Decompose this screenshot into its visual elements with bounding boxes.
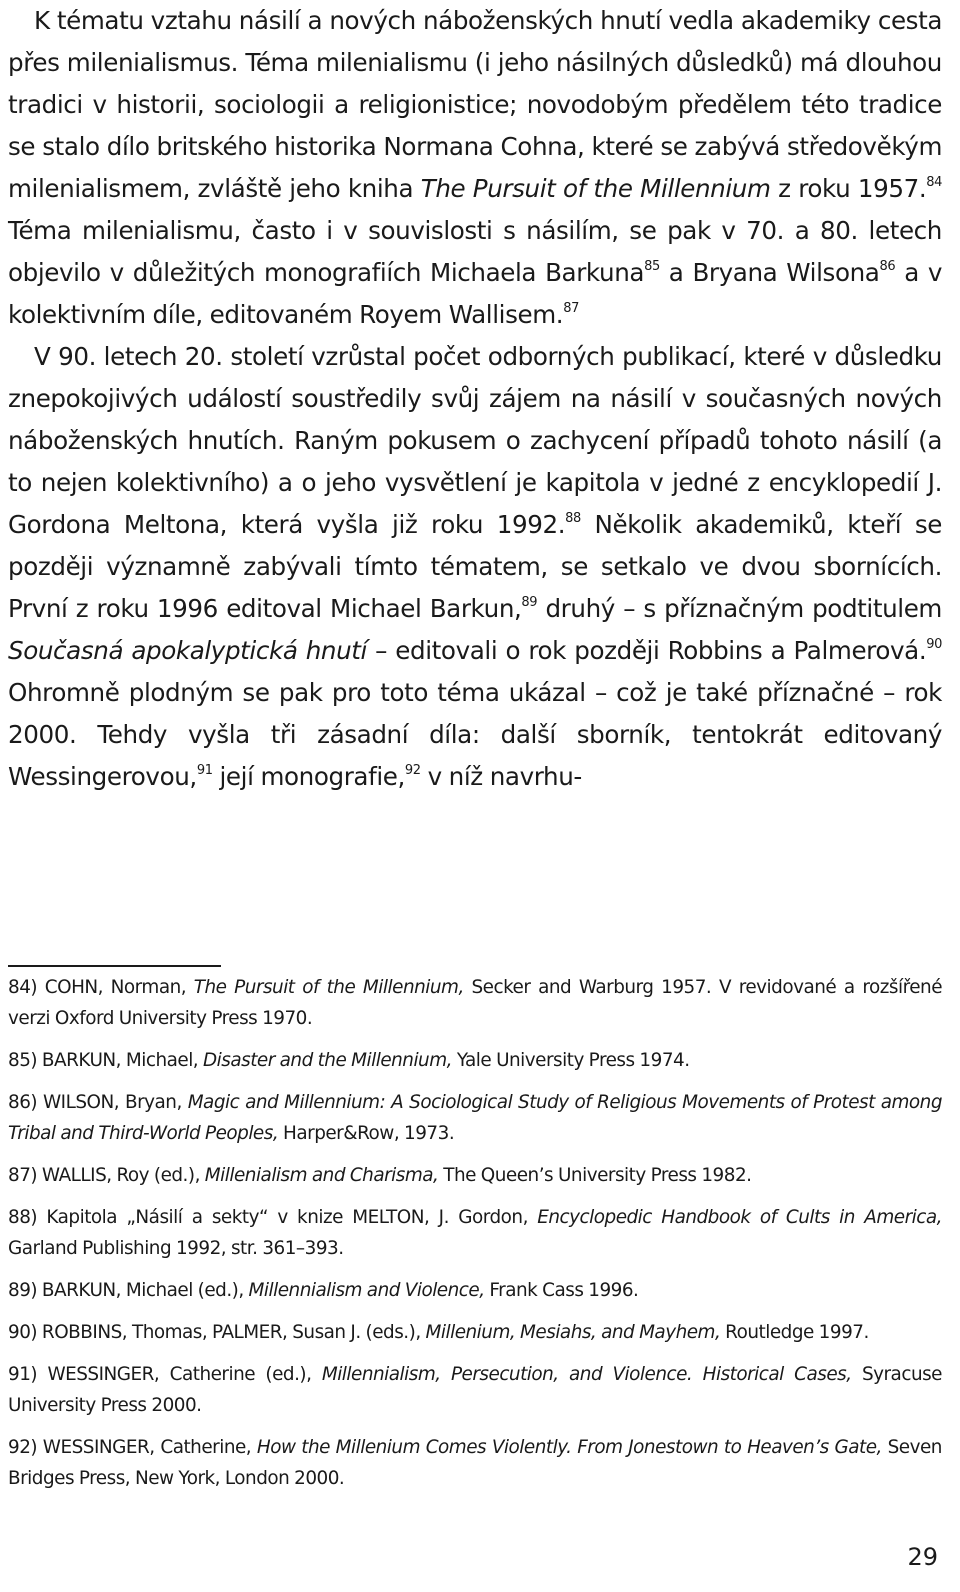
footnote-87 xyxy=(8,1160,942,1191)
footnote-ref-92[interactable]: 92 xyxy=(404,762,421,778)
footnote-ref-84[interactable]: 84 xyxy=(926,174,942,190)
footnote-ref-90[interactable]: 90 xyxy=(926,636,942,652)
footnote-91 xyxy=(8,1359,942,1421)
text-run: K tématu vztahu násilí a nových náboženských hnutí vedla akademiky cesta přes milenialismus. Téma milenialismu (i jeho násilných důsledků) má dlouhou tradici v historii, sociologii a religionistice; novodobým předělem této tradice se stalo dílo britského historika Normana Cohna, které se zabývá středověkým milenialismem, zvláště jeho kniha xyxy=(8,6,942,203)
footnote-89 xyxy=(8,1275,942,1306)
footnote-title: Disaster and the Millennium, xyxy=(203,1050,452,1071)
text-run: Ohromně plodným se pak pro toto téma ukázal – což je také příznačné – rok 2000. Tehdy vyšla tři zásadní díla: další sborník, tentokrát editovaný Wessingerovou, xyxy=(8,678,942,791)
footnotes xyxy=(8,972,942,1505)
footnote-text: Frank Cass 1996. xyxy=(484,1280,639,1301)
footnote-84 xyxy=(8,972,942,1034)
footnote-text: 89) BARKUN, Michael (ed.), xyxy=(8,1280,249,1301)
text-run: a v kolektivním díle, editovaném Royem Wallisem. xyxy=(8,258,943,329)
footnote-85 xyxy=(8,1045,942,1076)
text-run: její monografie, xyxy=(212,762,405,791)
footnote-title: Millennialism and Violence, xyxy=(248,1280,485,1301)
footnote-title: The Pursuit of the Millennium, xyxy=(193,977,464,998)
footnote-title: Millenium, Mesiahs, and Mayhem, xyxy=(425,1322,721,1343)
footnote-ref-87[interactable]: 87 xyxy=(563,300,579,316)
book-title-italic: The Pursuit of the Millennium xyxy=(420,174,771,203)
text-run: druhý – s příznačným podtitulem xyxy=(537,594,942,623)
text-run: V 90. letech 20. století vzrůstal počet odborných publikací, které v důsledku znepokojivých událostí soustředily svůj zájem na násilí v současných nových náboženských hnutích. Raným pokusem o zachycení případů tohoto násilí (a to nejen kolektivního) a o jeho vysvětlení je kapitola v jedné z encyklopedií J. Gordona Meltona, která vyšla již roku 1992. xyxy=(8,342,942,539)
footnote-text: 91) WESSINGER, Catherine (ed.), xyxy=(8,1364,322,1385)
text-run: – editovali o rok později Robbins a Palmerová. xyxy=(366,636,927,665)
footnote-text: Seven Bridges Press, New York, London 2000. xyxy=(8,1437,942,1489)
text-run: Několik akademiků, kteří se později významně zabývali tímto tématem, se setkalo ve dvou sbornících. První z roku 1996 editoval Michael Barkun, xyxy=(8,510,942,623)
footnote-text: Garland Publishing 1992, str. 361–393. xyxy=(8,1238,344,1259)
footnote-text: Harper&Row, 1973. xyxy=(278,1123,455,1144)
footnote-ref-88[interactable]: 88 xyxy=(565,510,581,526)
text-run: a Bryana Wilsona xyxy=(659,258,880,287)
footnote-ref-89[interactable]: 89 xyxy=(521,594,538,610)
text-run: z roku 1957. xyxy=(770,174,927,203)
footnote-separator xyxy=(8,965,221,967)
footnote-ref-86[interactable]: 86 xyxy=(879,258,896,274)
footnote-86 xyxy=(8,1087,942,1149)
footnote-text: Secker and Warburg 1957. V revidované a rozšířené verzi Oxford University Press 1970. xyxy=(8,977,943,1029)
footnote-title: Millennialism, Persecution, and Violence. Historical Cases, xyxy=(321,1364,852,1385)
paragraph-1 xyxy=(8,0,942,336)
footnote-text: Routledge 1997. xyxy=(720,1322,869,1343)
footnote-title: Millenialism and Charisma, xyxy=(204,1165,439,1186)
page-number: 29 xyxy=(907,1543,938,1571)
body-text xyxy=(8,0,942,798)
footnote-text: 92) WESSINGER, Catherine, xyxy=(8,1437,257,1458)
footnote-text: Yale University Press 1974. xyxy=(451,1050,690,1071)
footnote-text: Syracuse University Press 2000. xyxy=(8,1364,942,1416)
footnote-text: 90) ROBBINS, Thomas, PALMER, Susan J. (eds.), xyxy=(8,1322,426,1343)
footnote-title: How the Millenium Comes Violently. From Jonestown to Heaven’s Gate, xyxy=(256,1437,882,1458)
footnote-text: 86) WILSON, Bryan, xyxy=(8,1092,188,1113)
footnote-text: 84) COHN, Norman, xyxy=(8,977,194,998)
footnote-92 xyxy=(8,1432,942,1494)
footnote-88 xyxy=(8,1202,942,1264)
footnote-text: The Queen’s University Press 1982. xyxy=(438,1165,752,1186)
footnote-90 xyxy=(8,1317,942,1348)
subtitle-italic: Současná apokalyptická hnutí xyxy=(8,636,367,665)
footnote-title: Magic and Millennium: A Sociological Study of Religious Movements of Protest among Tribal and Third-World Peoples, xyxy=(8,1092,942,1144)
footnote-ref-85[interactable]: 85 xyxy=(644,258,660,274)
footnote-ref-91[interactable]: 91 xyxy=(196,762,213,778)
footnote-text: 85) BARKUN, Michael, xyxy=(8,1050,204,1071)
footnote-text: 87) WALLIS, Roy (ed.), xyxy=(8,1165,205,1186)
text-run: v níž navrhu- xyxy=(420,762,582,791)
text-run: Téma milenialismu, často i v souvislosti s násilím, se pak v 70. a 80. letech objevilo v důležitých monografiích Michaela Barkuna xyxy=(8,216,942,287)
footnote-text: 88) Kapitola „Násilí a sekty“ v knize MELTON, J. Gordon, xyxy=(8,1207,538,1228)
footnote-title: Encyclopedic Handbook of Cults in America, xyxy=(537,1207,942,1228)
paragraph-2 xyxy=(8,336,942,798)
